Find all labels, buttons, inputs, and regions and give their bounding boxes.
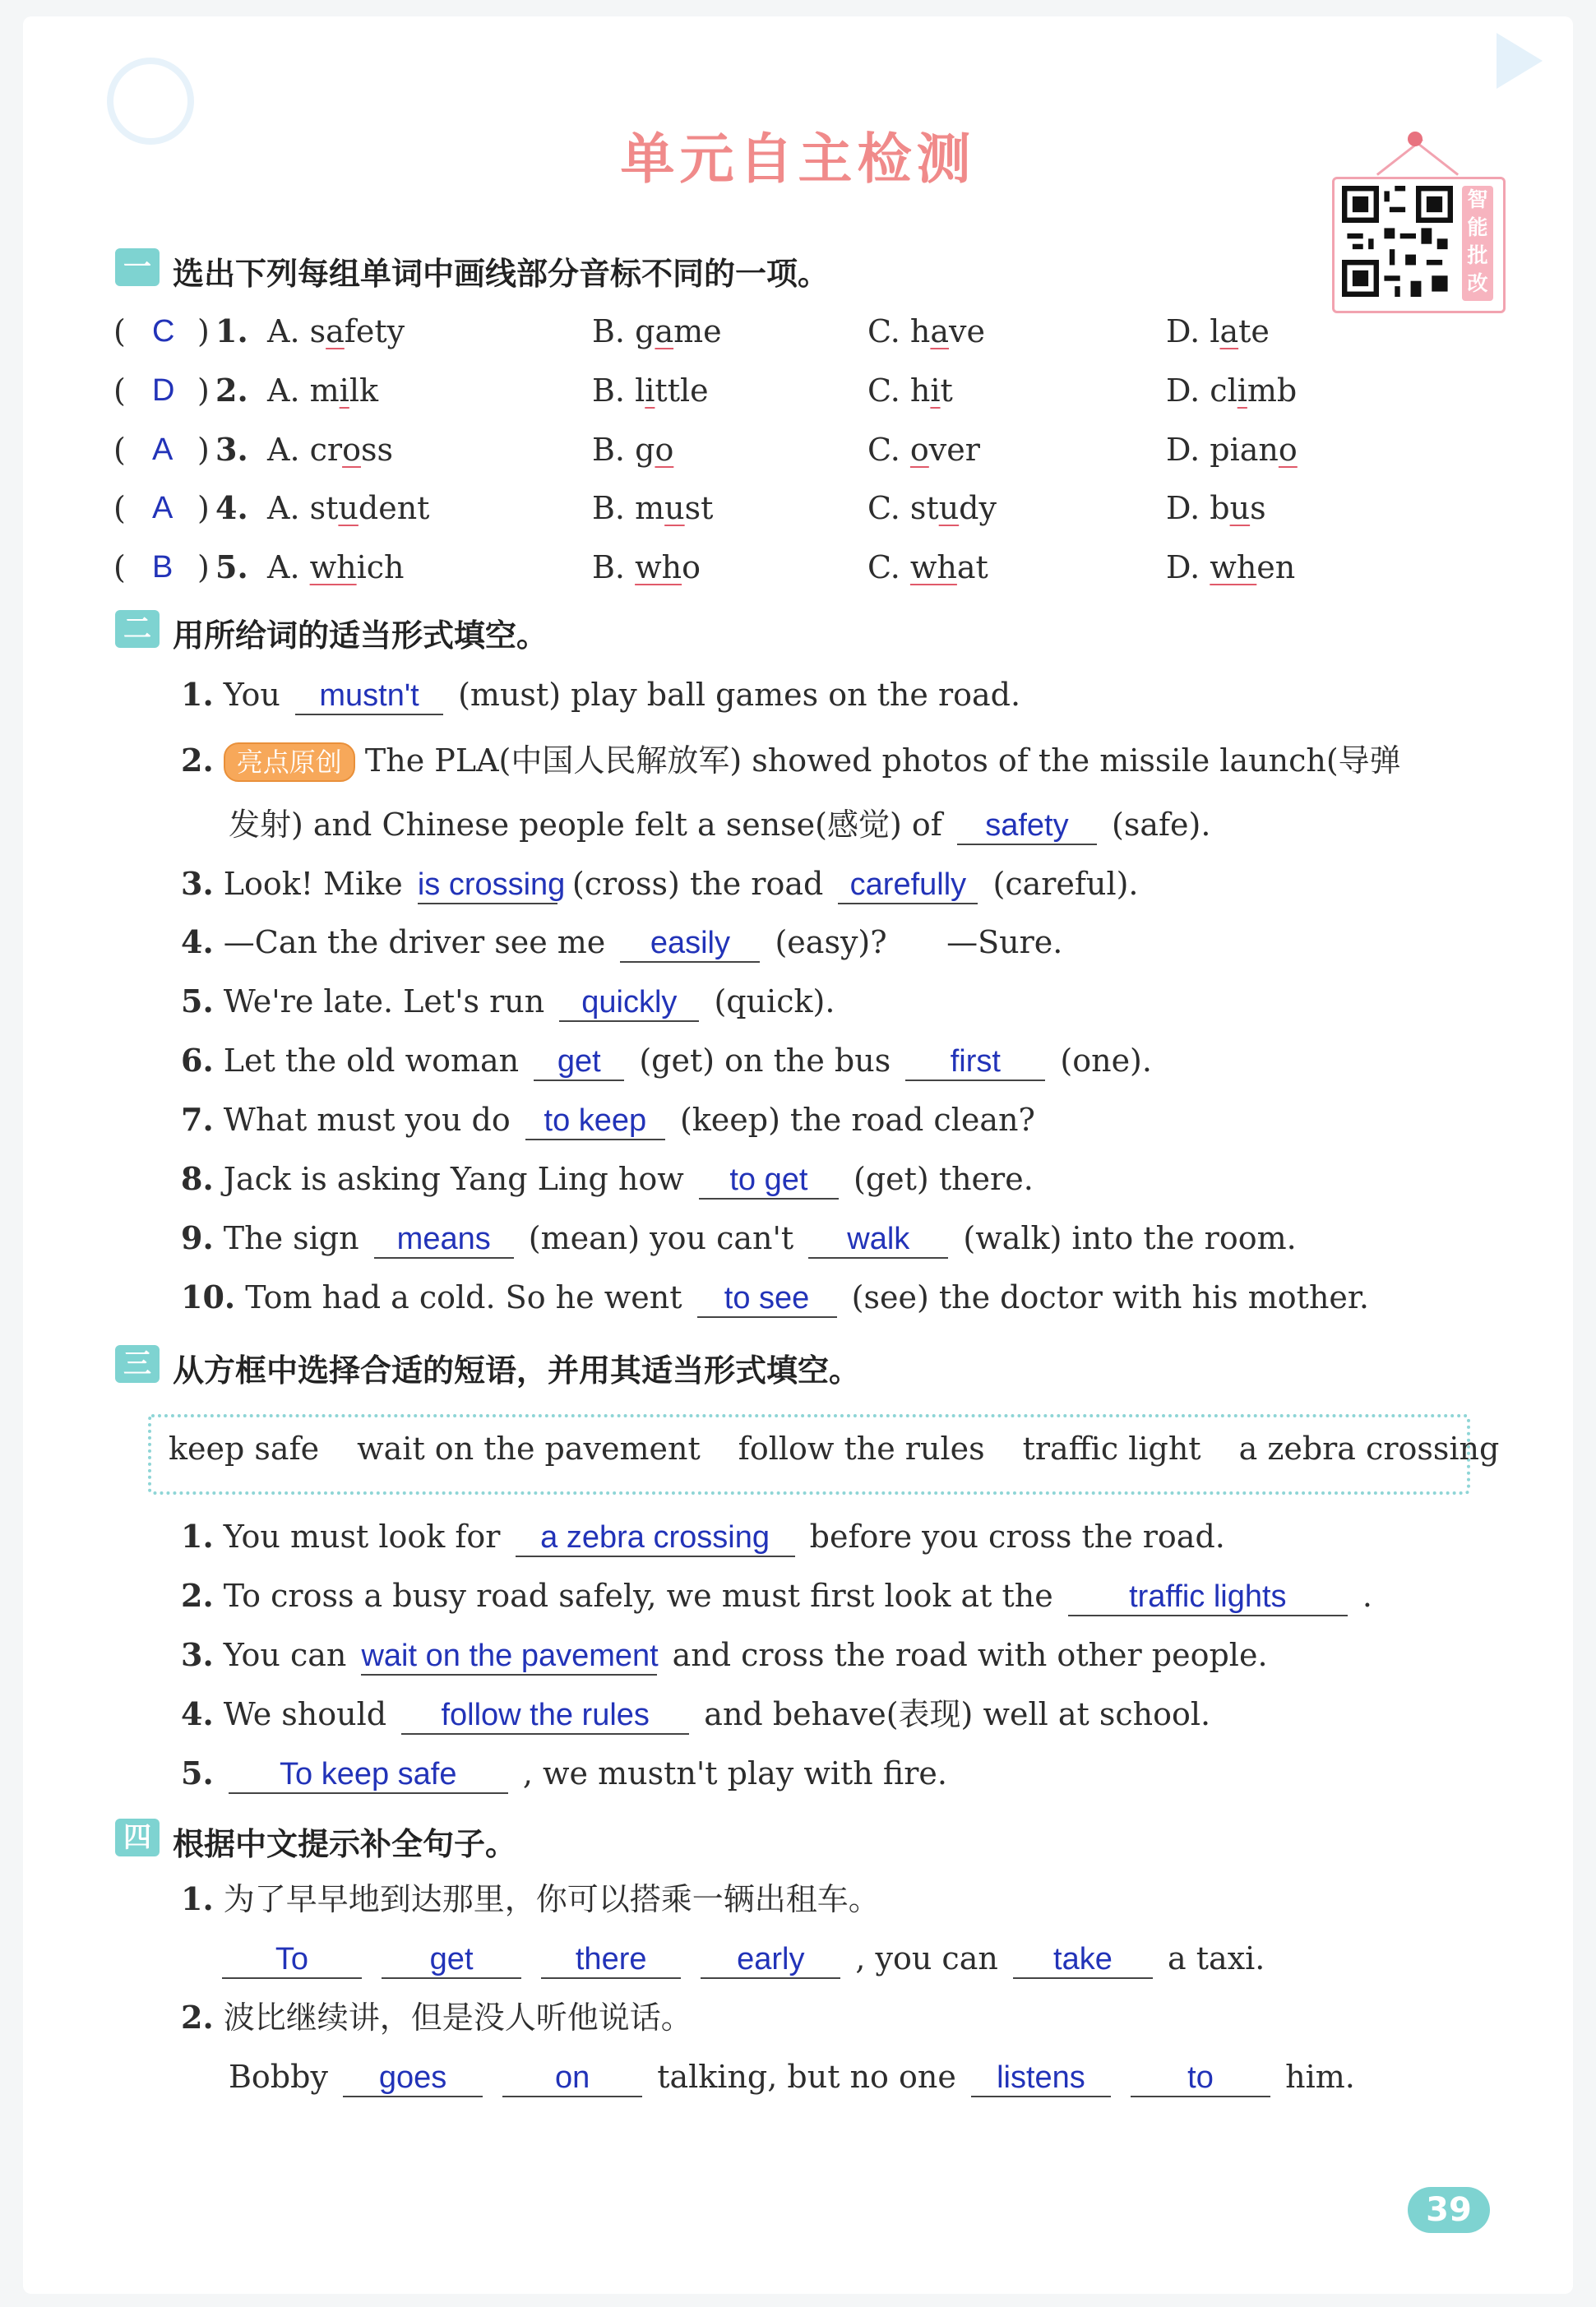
underlined-part: a: [930, 313, 950, 349]
option-a: [267, 370, 378, 411]
word-post: ver: [928, 432, 980, 468]
underlined-part: wh: [309, 549, 357, 585]
answer-blank[interactable]: easily: [620, 925, 760, 963]
answer-choice[interactable]: A: [152, 491, 173, 525]
open-paren: (: [113, 490, 126, 526]
s1-question-4: [0, 488, 1596, 529]
q-number: 2.: [181, 1577, 214, 1614]
word-pre: h: [909, 372, 931, 409]
option-letter: B.: [592, 372, 626, 409]
word-pre: b: [1210, 490, 1230, 526]
q-text: a taxi.: [1168, 1940, 1265, 1976]
phrase-item: keep safe: [169, 1431, 320, 1467]
q-text: .: [1362, 1578, 1372, 1614]
answer-blank[interactable]: a zebra crossing: [516, 1519, 795, 1557]
q-number: 3.: [215, 431, 248, 468]
q-text: , we mustn't play with fire.: [522, 1755, 947, 1792]
word-pre: cl: [1210, 372, 1237, 409]
option-letter: D.: [1166, 549, 1200, 585]
word-pre: m: [309, 372, 340, 409]
smart-grading-label[interactable]: 智能批改: [1462, 186, 1493, 301]
q-text: You must look for: [223, 1519, 501, 1555]
answer-choice[interactable]: D: [152, 373, 175, 408]
word-post: ttle: [655, 372, 709, 409]
word-pre: pian: [1210, 432, 1279, 468]
s4-question-1-answer: [222, 1938, 1265, 1979]
q-text: To cross a busy road safely, we must first look at the: [223, 1578, 1053, 1614]
s2-question-8: [181, 1158, 1034, 1200]
word-pre: g: [635, 313, 655, 349]
underlined-part: u: [664, 490, 685, 526]
word-post: ich: [356, 549, 405, 585]
q-text: (keep) the road clean?: [679, 1102, 1035, 1138]
word-post: en: [1256, 549, 1296, 585]
s3-question-1: [181, 1516, 1225, 1557]
answer-blank[interactable]: to: [1131, 2060, 1270, 2097]
s2-question-2-line2: [229, 804, 1210, 845]
word-post: t: [940, 372, 953, 409]
s2-question-10: [181, 1277, 1369, 1318]
section-4-badge: 四: [115, 1819, 160, 1856]
option-letter: C.: [867, 313, 900, 349]
answer-blank[interactable]: follow the rules: [401, 1697, 689, 1735]
q-text: (mean) you can't: [528, 1220, 794, 1256]
answer-blank[interactable]: first: [905, 1043, 1045, 1081]
page-number: 39: [1408, 2187, 1490, 2233]
word-pre: h: [909, 313, 931, 349]
underlined-part: i: [930, 372, 941, 409]
q-number: 1.: [181, 1518, 214, 1555]
q-number: 1.: [181, 676, 214, 713]
q-number: 4.: [181, 1695, 214, 1732]
s2-question-6: [181, 1040, 1152, 1081]
answer-blank[interactable]: wait on the pavement: [361, 1638, 657, 1676]
option-d: [1166, 311, 1270, 352]
phrase-item: follow the rules: [738, 1431, 985, 1467]
q-number: 6.: [181, 1042, 214, 1079]
q-text: The PLA(中国人民解放军) showed photos of the missile launch(导弹: [364, 742, 1401, 779]
q-number: 5.: [181, 982, 214, 1019]
word-post: dy: [959, 490, 997, 526]
q-number: 5.: [215, 548, 248, 585]
word-post: st: [684, 490, 714, 526]
phrase-item: traffic light: [1022, 1431, 1201, 1467]
q-number: 1.: [215, 312, 248, 349]
answer-blank[interactable]: To keep safe: [229, 1756, 508, 1794]
option-c: [867, 488, 997, 529]
q-text: —Can the driver see me: [223, 924, 606, 960]
q-text: We should: [223, 1696, 387, 1732]
q-number: 1.: [181, 1880, 214, 1917]
option-letter: A.: [267, 490, 300, 526]
section-2-instruction: 用所给词的适当形式填空。: [173, 617, 548, 654]
phrase-item: wait on the pavement: [357, 1431, 701, 1467]
option-letter: A.: [267, 372, 300, 409]
q-text: (quick).: [714, 983, 835, 1019]
section-3-badge: 三: [115, 1345, 160, 1383]
q-text: Bobby: [229, 2059, 328, 2095]
word-pre: l: [1210, 313, 1220, 349]
q-text: (get) there.: [854, 1161, 1034, 1197]
word-pre: g: [635, 432, 655, 468]
answer-choice[interactable]: A: [152, 432, 173, 467]
highlight-original-tag: 亮点原创: [224, 742, 355, 782]
option-letter: C.: [867, 372, 900, 409]
underlined-part: i: [1237, 372, 1247, 409]
s1-question-1: [0, 311, 1596, 352]
option-a: [267, 429, 393, 470]
s2-question-4: [181, 922, 1062, 963]
s3-question-4: [181, 1694, 1210, 1735]
section-4-instruction: 根据中文提示补全句子。: [173, 1826, 517, 1862]
s4-question-2-chinese: [181, 1997, 692, 2038]
word-post: dent: [358, 490, 430, 526]
word-pre: st: [909, 490, 939, 526]
q-text: 发射) and Chinese people felt a sense(感觉) of: [229, 807, 942, 843]
close-paren: ): [197, 549, 210, 585]
option-letter: B.: [592, 313, 626, 349]
answer-blank[interactable]: there: [541, 1941, 681, 1979]
underlined-part: wh: [909, 549, 957, 585]
q-text: talking, but no one: [657, 2059, 956, 2095]
q-number: 8.: [181, 1160, 214, 1197]
answer-blank[interactable]: mustn't: [295, 677, 443, 715]
option-b: [592, 488, 713, 529]
q-text: The sign: [223, 1220, 359, 1256]
option-letter: B.: [592, 549, 626, 585]
close-paren: ): [197, 313, 210, 349]
answer-blank[interactable]: get: [534, 1043, 624, 1081]
word-pre: l: [635, 372, 645, 409]
q-text: him.: [1285, 2059, 1355, 2095]
underlined-part: o: [342, 432, 361, 468]
open-paren: (: [113, 549, 126, 585]
s2-question-5: [181, 981, 835, 1022]
s3-question-5: [181, 1753, 947, 1794]
section-2-badge: 二: [115, 610, 160, 648]
q-text: (one).: [1060, 1043, 1152, 1079]
answer-blank[interactable]: to keep: [525, 1103, 665, 1140]
s2-question-7: [181, 1099, 1035, 1140]
option-d: [1166, 488, 1266, 529]
q-text: Let the old woman: [223, 1043, 520, 1079]
answer-blank[interactable]: walk: [808, 1221, 948, 1259]
underlined-part: a: [1219, 313, 1239, 349]
q-text: (see) the doctor with his mother.: [851, 1279, 1369, 1315]
qr-pin: [1408, 132, 1423, 146]
close-paren: ): [197, 490, 210, 526]
option-a: [267, 311, 405, 352]
section-1-instruction: 选出下列每组单词中画线部分音标不同的一项。: [173, 256, 830, 292]
option-a: [267, 547, 405, 588]
underlined-part: o: [655, 432, 674, 468]
word-post: s: [1250, 490, 1266, 526]
s1-question-5: [0, 547, 1596, 588]
answer-blank[interactable]: to see: [697, 1280, 837, 1318]
q-text: (get) on the bus: [639, 1043, 891, 1079]
q-text: What must you do: [223, 1102, 511, 1138]
answer-blank[interactable]: traffic lights: [1068, 1579, 1348, 1616]
option-d: [1166, 370, 1297, 411]
q-number: 4.: [181, 923, 214, 960]
s4-question-2-answer: [229, 2056, 1355, 2097]
answer-choice[interactable]: B: [152, 550, 173, 585]
answer-blank[interactable]: early: [701, 1941, 840, 1979]
answer-blank[interactable]: listens: [971, 2060, 1111, 2097]
answer-blank[interactable]: goes: [343, 2060, 483, 2097]
q-number: 2.: [181, 742, 214, 779]
q-number: 9.: [181, 1219, 214, 1256]
option-b: [592, 429, 673, 470]
underlined-part: i: [645, 372, 655, 409]
q-text: Jack is asking Yang Ling how: [223, 1161, 684, 1197]
underlined-part: o: [1278, 432, 1298, 468]
answer-blank[interactable]: means: [374, 1221, 514, 1259]
q-number: 10.: [181, 1278, 236, 1315]
option-letter: C.: [867, 549, 900, 585]
q-number: 4.: [215, 489, 248, 526]
q-text: (easy)? —Sure.: [775, 924, 1063, 960]
word-post: te: [1238, 313, 1270, 349]
qr-code-icon[interactable]: [1342, 186, 1453, 297]
option-letter: A.: [267, 549, 300, 585]
phrase-item: a zebra crossing: [1238, 1431, 1500, 1467]
word-post: at: [956, 549, 988, 585]
word-post: fety: [344, 313, 405, 349]
q-text: and cross the road with other people.: [672, 1637, 1268, 1673]
underlined-part: o: [909, 432, 929, 468]
option-b: [592, 370, 709, 411]
q-text: (cross) the road: [571, 866, 824, 902]
answer-blank[interactable]: to get: [699, 1162, 839, 1200]
option-b: [592, 311, 722, 352]
answer-blank[interactable]: quickly: [559, 984, 699, 1022]
word-post: ss: [360, 432, 393, 468]
option-letter: A.: [267, 432, 300, 468]
open-paren: (: [113, 313, 126, 349]
word-pre: st: [309, 490, 339, 526]
q-text: and behave(表现) well at school.: [704, 1696, 1211, 1732]
q-text: You: [223, 677, 280, 713]
word-post: me: [673, 313, 722, 349]
answer-blank[interactable]: get: [382, 1941, 521, 1979]
underlined-part: u: [338, 490, 359, 526]
word-pre: s: [309, 313, 326, 349]
q-text: We're late. Let's run: [223, 983, 545, 1019]
word-pre: cr: [309, 432, 343, 468]
q-number: 2.: [181, 1999, 214, 2036]
q-text: , you can: [855, 1940, 998, 1976]
option-letter: D.: [1166, 432, 1200, 468]
word-post: lk: [349, 372, 379, 409]
option-c: [867, 429, 980, 470]
s2-question-9: [181, 1218, 1297, 1259]
q-text: Look! Mike: [223, 866, 403, 902]
open-paren: (: [113, 432, 126, 468]
s3-question-2: [181, 1575, 1372, 1616]
underlined-part: u: [938, 490, 960, 526]
option-a: [267, 488, 429, 529]
q-text: Tom had a cold. So he went: [245, 1279, 682, 1315]
option-c: [867, 370, 953, 411]
section-3-instruction: 从方框中选择合适的短语，并用其适当形式填空。: [173, 1352, 861, 1389]
close-paren: ): [197, 432, 210, 468]
q-number: 3.: [181, 1636, 214, 1673]
section-1-badge: 一: [115, 248, 160, 286]
word-post: o: [682, 549, 701, 585]
answer-blank[interactable]: on: [502, 2060, 642, 2097]
underlined-part: a: [326, 313, 345, 349]
answer-blank[interactable]: is crossing: [418, 867, 557, 904]
word-post: mb: [1247, 372, 1298, 409]
q-number: 3.: [181, 865, 214, 902]
option-d: [1166, 429, 1298, 470]
underlined-part: i: [339, 372, 349, 409]
answer-blank[interactable]: To: [222, 1941, 362, 1979]
s4-question-1-chinese: [181, 1879, 880, 1920]
option-letter: C.: [867, 490, 900, 526]
option-letter: D.: [1166, 313, 1200, 349]
option-c: [867, 311, 985, 352]
s2-question-2: [181, 740, 1401, 781]
option-letter: B.: [592, 432, 626, 468]
answer-choice[interactable]: C: [152, 314, 175, 349]
answer-blank[interactable]: safety: [957, 807, 1097, 845]
option-b: [592, 547, 701, 588]
word-post: ve: [949, 313, 986, 349]
page-title: 单元自主检测: [620, 127, 976, 191]
chinese-prompt: 波比继续讲，但是没人听他说话。: [223, 2000, 692, 2036]
answer-blank[interactable]: carefully: [838, 867, 978, 904]
underlined-part: u: [1229, 490, 1251, 526]
underlined-part: a: [655, 313, 674, 349]
s1-question-2: [0, 370, 1596, 411]
option-d: [1166, 547, 1295, 588]
answer-blank[interactable]: take: [1013, 1941, 1153, 1979]
option-letter: B.: [592, 490, 626, 526]
q-text: (safe).: [1112, 807, 1211, 843]
q-number: 5.: [181, 1755, 214, 1792]
option-letter: C.: [867, 432, 900, 468]
q-text: (walk) into the room.: [963, 1220, 1297, 1256]
decor-triangle: [1497, 33, 1543, 89]
q-text: before you cross the road.: [809, 1519, 1225, 1555]
q-text: (careful).: [992, 866, 1139, 902]
q-text: You can: [223, 1637, 347, 1673]
underlined-part: wh: [1210, 549, 1257, 585]
s2-question-3: [181, 863, 1139, 904]
underlined-part: wh: [635, 549, 682, 585]
phrase-list: [169, 1428, 1499, 1469]
q-number: 7.: [181, 1101, 214, 1138]
chinese-prompt: 为了早早地到达那里，你可以搭乘一辆出租车。: [223, 1881, 880, 1917]
option-c: [867, 547, 988, 588]
option-letter: A.: [267, 313, 300, 349]
s3-question-3: [181, 1634, 1268, 1676]
open-paren: (: [113, 372, 126, 409]
s1-question-3: [0, 429, 1596, 470]
option-letter: D.: [1166, 490, 1200, 526]
option-letter: D.: [1166, 372, 1200, 409]
s2-question-1: [181, 674, 1020, 715]
word-pre: m: [635, 490, 665, 526]
q-text: (must) play ball games on the road.: [458, 677, 1021, 713]
q-number: 2.: [215, 372, 248, 409]
close-paren: ): [197, 372, 210, 409]
